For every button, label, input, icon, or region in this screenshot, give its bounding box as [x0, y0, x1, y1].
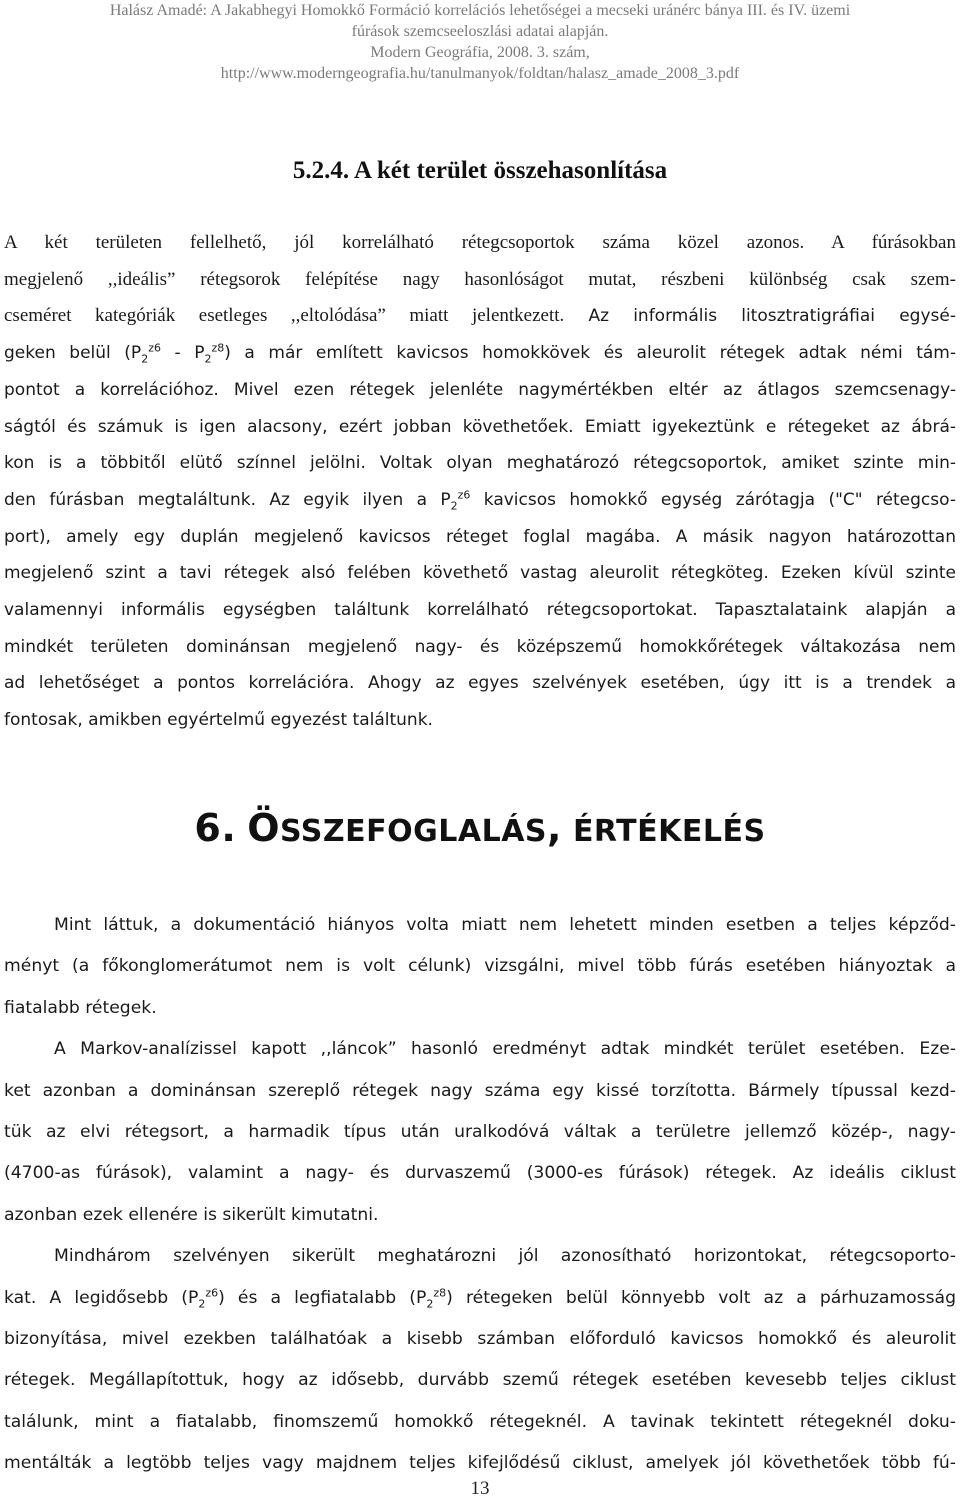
text-line: [4, 335, 956, 372]
text-line: találunk, mint a fiatalabb, finomszemű homokkő rétegeknél. A tavinak tekintett rétegeknél doku-: [4, 1411, 956, 1432]
text-line: (4700-as fúrások), valamint a nagy- és durvaszemű (3000-es fúrások) rétegek. Az ideális ciklust: [4, 1163, 956, 1184]
text-run: cseméret kategóriák esetleges ,,eltolódása” miatt jelentkezett.: [4, 305, 565, 327]
text-run: Az informális litosztratigráfiai egysé-: [564, 306, 956, 327]
text-run: ) és a legfiatalabb (P: [218, 1287, 427, 1308]
text-line: azonban ezek ellenére is sikerült kimutatni.: [4, 1204, 379, 1225]
chapter-title-comma: ,: [547, 806, 562, 850]
text-line: rétegek. Megállapítottuk, hogy az idősebb, durvább szemű rétegek esetében kevesebb teljes ciklust: [4, 1370, 956, 1391]
text-line: ad lehetőséget a pontos korrelációra. Ahogy az egyes szelvények esetében, úgy itt is a trendek a: [4, 673, 956, 694]
text-line: [4, 298, 956, 335]
header-url-line: http://www.moderngeografia.hu/tanulmanyok/foldtan/halasz_amade_2008_3.pdf: [220, 65, 740, 82]
header-citation-line: fúrások szemcseeloszlási adatai alapján.: [351, 23, 609, 40]
section-title: 5.2.4. A két terület összehasonlítása: [292, 157, 668, 184]
text-line: A Markov-analízissel kapott ,,láncok” hasonló eredményt adtak mindkét terület esetében. Eze-: [54, 1039, 956, 1060]
section-body-paragraph: [4, 225, 956, 739]
chapter-title-word: SSZEFOGLALÁS: [280, 814, 548, 849]
chapter-initial: Ö: [247, 806, 281, 850]
text-line: ságtól és számuk is igen alacsony, ezért jobban követhetőek. Emiatt igyekeztünk e rétegeket az ábrá-: [4, 416, 956, 437]
text-line: kon is a többitől elütő színnel jelölni. Voltak olyan meghatározó rétegcsoportok, amiket szinte min-: [4, 453, 956, 474]
chapter-number: 6.: [194, 806, 237, 850]
conclusion-body: [4, 905, 956, 1485]
text-line: ményt (a főkonglomerátumot nem is volt célunk) vizsgálni, mivel több fúrás esetében hiányoztak a: [4, 956, 956, 977]
text-line: fontosak, amikben egyértelmű egyezést találtunk.: [4, 710, 433, 731]
text-line: tük az elvi rétegsort, a harmadik típus után uralkodóvá váltak a területre jellemző közép-, nagy-: [4, 1122, 956, 1143]
subscript: 2: [450, 499, 458, 513]
text-line: Mindhárom szelvényen sikerült meghatározni jól azonosítható horizontokat, rétegcsoporto-: [54, 1246, 956, 1267]
header-journal-line: Modern Geográfia, 2008. 3. szám,: [370, 44, 590, 61]
text-run: kat. A legidősebb (P: [4, 1287, 199, 1308]
text-line: [4, 482, 956, 519]
subscript: 2: [198, 1297, 206, 1311]
text-run: geken belül (P: [4, 343, 142, 364]
text-run: kavicsos homokkő egység zárótagja ("C" rétegcso-: [470, 489, 956, 510]
text-run: ) a már említett kavicsos homokkövek és aleurolit rétegek adtak némi tám-: [224, 343, 956, 364]
page-header: [0, 0, 960, 84]
superscript: z6: [205, 1285, 219, 1299]
text-line: bizonyítása, mivel ezekben találhatóak a kisebb számban előforduló kavicsos homokkő és aleurolit: [4, 1329, 956, 1350]
text-line: fiatalabb rétegek.: [4, 997, 157, 1018]
chapter-heading: [0, 808, 960, 852]
page-number: 13: [470, 1478, 490, 1499]
subscript: 2: [426, 1297, 434, 1311]
text-line: pontot a korrelációhoz. Mivel ezen rétegek jelenléte nagymértékben eltér az átlagos szemcsenagy-: [4, 379, 956, 400]
header-citation-line: Halász Amadé: A Jakabhegyi Homokkő Formáció korrelációs lehetőségei a mecseki uránérc bánya III. és IV. üzemi: [109, 2, 851, 19]
text-line: megjelenő ,,ideális” rétegsorok felépítése nagy hasonlóságot mutat, részbeni különbség csak szem-: [4, 268, 956, 290]
superscript: z6: [148, 341, 161, 355]
text-line: mentálták a legtöbb teljes vagy majdnem teljes kifejlődésű ciklust, amelyek jól követhetőek több fú-: [4, 1453, 956, 1474]
superscript: z8: [433, 1285, 447, 1299]
text-line: A két területen fellelhető, jól korrelálható rétegcsoportok száma közel azonos. A fúrásokban: [4, 232, 956, 253]
text-line: valamennyi informális egységben találtunk korrelálható rétegcsoportokat. Tapasztalataink alapján a: [4, 600, 956, 621]
text-line: port), amely egy duplán megjelenő kavicsos réteget foglal magába. A másik nagyon határozottan: [4, 526, 956, 547]
text-line: megjelenő szint a tavi rétegek alsó felében követhető vastag aleurolit rétegköteg. Ezeken kívül szinte: [4, 563, 956, 584]
text-line: ket azonban a dominánsan szereplő rétegek nagy száma egy kissé torzította. Bármely típussal kezd-: [4, 1080, 956, 1101]
chapter-title-word: ÉRTÉKELÉS: [572, 814, 766, 849]
text-line: Mint láttuk, a dokumentáció hiányos volta miatt nem lehetett minden esetben a teljes képződ-: [54, 915, 956, 935]
text-line: mindkét területen dominánsan megjelenő nagy- és középszemű homokkőrétegek váltakozása nem: [4, 636, 956, 657]
text-run: den fúrásban megtaláltunk. Az egyik ilyen a P: [4, 489, 451, 510]
subscript: 2: [141, 352, 149, 366]
superscript: z8: [211, 341, 225, 355]
superscript: z6: [457, 488, 471, 502]
text-run: - P: [160, 343, 205, 364]
text-line: [4, 1278, 956, 1319]
text-run: ) rétegeken belül könnyebb volt az a párhuzamosság: [446, 1287, 956, 1308]
subscript: 2: [204, 352, 212, 366]
